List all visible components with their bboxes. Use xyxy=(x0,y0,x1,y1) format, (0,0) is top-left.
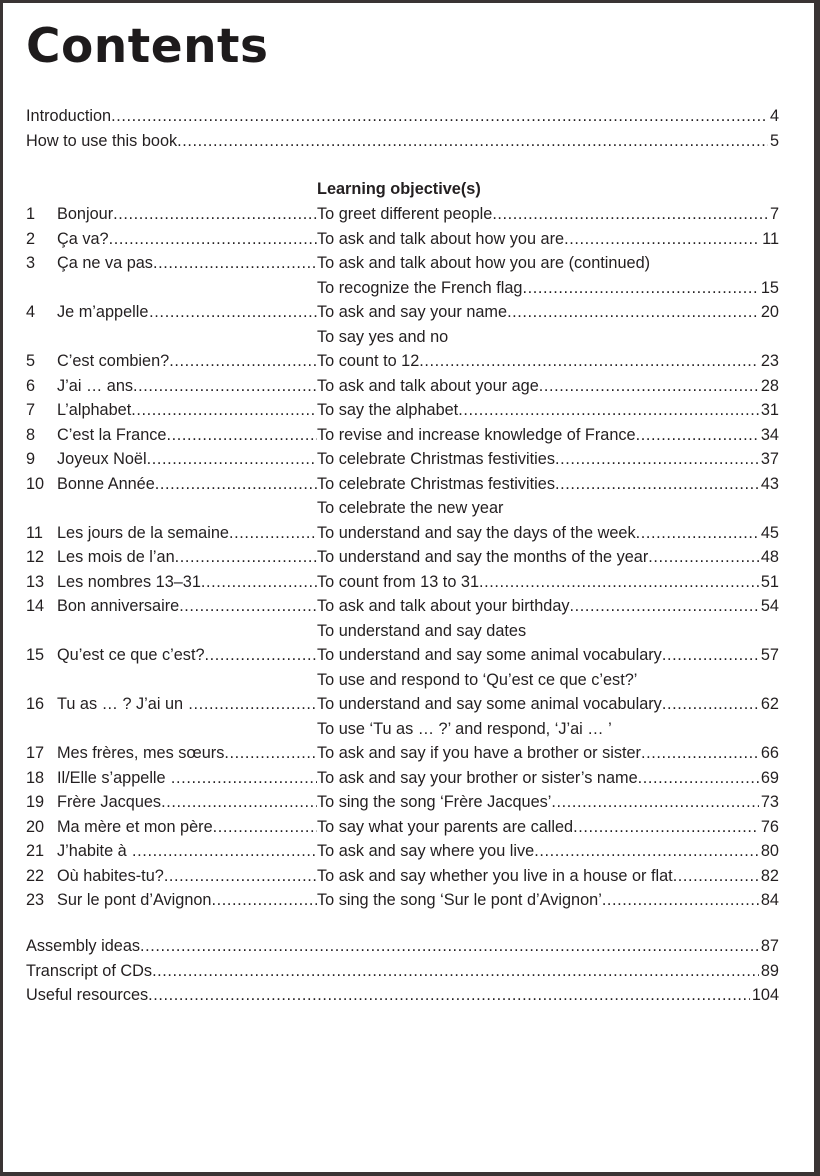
learning-objectives-heading: Learning objective(s) xyxy=(317,180,481,198)
lesson-number: 12 xyxy=(26,548,45,566)
objective-link[interactable] xyxy=(317,643,779,668)
front-matter-link[interactable] xyxy=(26,104,779,129)
page-number: 54 xyxy=(760,597,779,615)
lesson-entry xyxy=(3,888,814,913)
lesson-title: Il/Elle s’appelle … xyxy=(57,766,186,791)
objective-link-text: To ask and say if you have a brother or sister xyxy=(317,741,641,766)
objective-link-text: To understand and say the months of the year xyxy=(317,545,648,570)
dot-leader xyxy=(140,934,759,959)
objective-link[interactable] xyxy=(317,815,779,840)
dot-leader xyxy=(602,888,759,913)
lesson-title-link[interactable] xyxy=(57,888,317,913)
dot-leader xyxy=(573,815,759,840)
lesson-number: 23 xyxy=(26,891,45,909)
objective-link[interactable] xyxy=(317,447,779,472)
lesson-title: Les jours de la semaine xyxy=(57,521,229,546)
lesson-title: Joyeux Noël xyxy=(57,447,147,472)
objective-link-text: To ask and say where you live xyxy=(317,839,534,864)
objective-link-text: To say the alphabet xyxy=(317,398,458,423)
page-number: 23 xyxy=(760,352,779,370)
objective-column-header xyxy=(3,177,814,202)
lesson-entry xyxy=(3,545,814,570)
objective-link[interactable] xyxy=(317,202,779,227)
page-title: Contents xyxy=(26,19,269,74)
lesson-number: 6 xyxy=(26,376,36,395)
lesson-number: 11 xyxy=(26,523,43,542)
objective-link-text: To understand and say some animal vocabulary xyxy=(317,692,662,717)
dot-leader xyxy=(179,594,317,619)
page-number: 82 xyxy=(760,866,779,885)
lesson-title: Mes frères, mes sœurs xyxy=(57,741,224,766)
objective-link[interactable] xyxy=(317,472,779,497)
objective-link-text: To understand and say the days of the week xyxy=(317,521,636,546)
dot-leader xyxy=(109,227,317,252)
dot-leader xyxy=(673,864,759,889)
objective-text: To ask and talk about how you are (continued) xyxy=(317,254,651,272)
objective-link[interactable] xyxy=(317,864,779,889)
back-matter-entry xyxy=(3,934,814,959)
dot-leader xyxy=(492,202,768,227)
page-number: 20 xyxy=(760,303,779,321)
lesson-title-link[interactable] xyxy=(57,447,317,472)
lesson-title: Ça ne va pas xyxy=(57,251,153,276)
dot-leader xyxy=(186,766,317,791)
objective-link-text: To celebrate Christmas festivities xyxy=(317,472,555,497)
page-number: 80 xyxy=(760,842,779,860)
page-number: 48 xyxy=(760,548,779,566)
lesson-entry xyxy=(3,202,814,227)
lesson-title-link[interactable] xyxy=(57,864,317,889)
dot-leader xyxy=(211,888,317,913)
dot-leader xyxy=(507,300,759,325)
lesson-number: 18 xyxy=(26,768,45,787)
lesson-title: Tu as … ? J’ai un … xyxy=(57,692,204,717)
back-matter-entry xyxy=(3,983,814,1008)
lesson-entry xyxy=(3,643,814,668)
lesson-entry xyxy=(3,790,814,815)
lesson-entry xyxy=(3,668,814,693)
lesson-entry xyxy=(3,839,814,864)
dot-leader xyxy=(155,472,317,497)
objective-link[interactable] xyxy=(317,888,779,913)
objective-link[interactable] xyxy=(317,300,779,325)
dot-leader xyxy=(224,741,317,766)
dot-leader xyxy=(636,521,759,546)
lesson-title-link[interactable] xyxy=(57,349,317,374)
page-number: 37 xyxy=(760,450,779,468)
lesson-title: Les nombres 13–31 xyxy=(57,570,201,595)
page-number: 28 xyxy=(760,376,779,395)
dot-leader xyxy=(205,643,317,668)
dot-leader xyxy=(458,398,759,423)
dot-leader xyxy=(131,398,317,423)
objective-link-text: To ask and say your name xyxy=(317,300,507,325)
lesson-entry xyxy=(3,325,814,350)
lesson-number: 22 xyxy=(26,866,45,885)
lesson-entry xyxy=(3,423,814,448)
lesson-number: 5 xyxy=(26,352,36,370)
lesson-number: 9 xyxy=(26,450,36,468)
objective-link-text: To celebrate Christmas festivities xyxy=(317,447,555,472)
lesson-entry xyxy=(3,741,814,766)
objective-link[interactable] xyxy=(317,570,779,595)
page-number: 84 xyxy=(760,891,779,909)
dot-leader xyxy=(555,472,759,497)
lesson-title: C’est combien? xyxy=(57,349,169,374)
objective-text: To use and respond to ‘Qu’est ce que c’est?’ xyxy=(317,670,638,689)
lesson-title-link[interactable] xyxy=(57,643,317,668)
page-number: 5 xyxy=(769,131,779,150)
lesson-title-link[interactable] xyxy=(57,570,317,595)
lesson-title: L’alphabet xyxy=(57,398,131,423)
contents-page xyxy=(3,3,814,1172)
back-matter-link[interactable] xyxy=(26,983,779,1008)
page-number: 87 xyxy=(760,937,779,955)
lesson-title: Qu’est ce que c’est? xyxy=(57,643,205,668)
objective-link[interactable] xyxy=(317,398,779,423)
page-number: 57 xyxy=(760,646,779,664)
lesson-number: 19 xyxy=(26,793,45,811)
dot-leader xyxy=(167,423,318,448)
dot-leader xyxy=(204,692,317,717)
lesson-entry xyxy=(3,276,814,301)
lesson-entry xyxy=(3,447,814,472)
front-matter-link-text: How to use this book xyxy=(26,129,177,154)
lesson-title-link[interactable] xyxy=(57,594,317,619)
lesson-entry xyxy=(3,521,814,546)
page-number: 45 xyxy=(760,523,779,542)
objective-link[interactable] xyxy=(317,423,779,448)
dot-leader xyxy=(153,251,317,276)
dot-leader xyxy=(555,447,759,472)
objective-link-text: To say what your parents are called xyxy=(317,815,573,840)
objective-link-text: To count from 13 to 31 xyxy=(317,570,479,595)
lesson-title-link[interactable] xyxy=(57,423,317,448)
dot-leader xyxy=(564,227,760,252)
lesson-number: 13 xyxy=(26,572,45,591)
dot-leader xyxy=(570,594,759,619)
objective-link-text: To ask and talk about your age xyxy=(317,374,539,399)
lesson-title: Bonjour xyxy=(57,202,113,227)
lesson-title-link[interactable] xyxy=(57,766,317,791)
dot-leader xyxy=(662,643,759,668)
dot-leader xyxy=(165,300,317,325)
back-matter-link[interactable] xyxy=(26,934,779,959)
dot-leader xyxy=(534,839,759,864)
lesson-number: 17 xyxy=(26,744,45,762)
dot-leader xyxy=(648,545,759,570)
objective-link-text: To recognize the French flag xyxy=(317,276,522,301)
page-number: 7 xyxy=(769,205,779,223)
lesson-number: 16 xyxy=(26,695,45,713)
lesson-title-link[interactable] xyxy=(57,815,317,840)
dot-leader xyxy=(551,790,758,815)
lesson-title: Frère Jacques xyxy=(57,790,161,815)
objective-link[interactable] xyxy=(317,374,779,399)
objective-text: To understand and say dates xyxy=(317,621,527,640)
page-number: 11 xyxy=(762,229,779,248)
objective-link-text: To greet different people xyxy=(317,202,492,227)
lesson-title: Bon anniversaire xyxy=(57,594,179,619)
lesson-title: J’habite à … xyxy=(57,839,148,864)
objective-link-text: To ask and say whether you live in a house or flat xyxy=(317,864,673,889)
lesson-title: Sur le pont d’Avignon xyxy=(57,888,211,913)
objective-link[interactable] xyxy=(317,521,779,546)
dot-leader xyxy=(229,521,317,546)
page-number: 51 xyxy=(760,572,779,591)
page-number: 73 xyxy=(760,793,779,811)
lesson-title-link[interactable] xyxy=(57,521,317,546)
lesson-title: J’ai … ans xyxy=(57,374,133,399)
dot-leader xyxy=(113,202,317,227)
lesson-title-link[interactable] xyxy=(57,227,317,252)
lesson-title-link[interactable] xyxy=(57,692,317,717)
lesson-entry xyxy=(3,472,814,497)
lesson-entry xyxy=(3,570,814,595)
lesson-number: 20 xyxy=(26,817,45,836)
page-number: 34 xyxy=(760,425,779,444)
lesson-number: 4 xyxy=(26,303,36,321)
dot-leader xyxy=(539,374,759,399)
dot-leader xyxy=(479,570,759,595)
objective-link[interactable] xyxy=(317,349,779,374)
back-matter-entry xyxy=(3,959,814,984)
page-number: 69 xyxy=(760,768,779,787)
dot-leader xyxy=(641,741,759,766)
back-matter-link-text: Transcript of CDs xyxy=(26,959,152,984)
objective-link[interactable] xyxy=(317,545,779,570)
dot-leader xyxy=(161,790,317,815)
lesson-title: Où habites-tu? xyxy=(57,864,164,889)
dot-leader xyxy=(419,349,759,374)
lesson-entry xyxy=(3,227,814,252)
lesson-title: Bonne Année xyxy=(57,472,155,497)
lesson-title-link[interactable] xyxy=(57,839,317,864)
dot-leader xyxy=(201,570,317,595)
objective-link-text: To revise and increase knowledge of France xyxy=(317,423,636,448)
lesson-entry xyxy=(3,717,814,742)
page-number: 89 xyxy=(760,961,779,980)
dot-leader xyxy=(148,839,317,864)
lesson-entry xyxy=(3,594,814,619)
objective-link[interactable] xyxy=(317,741,779,766)
objective-link-text: To ask and say your brother or sister’s name xyxy=(317,766,638,791)
objective-link[interactable] xyxy=(317,227,779,252)
objective-link[interactable] xyxy=(317,594,779,619)
lesson-title: Les mois de l’an xyxy=(57,545,175,570)
lesson-title-link[interactable] xyxy=(57,374,317,399)
objective-link[interactable] xyxy=(317,276,779,301)
objective-link-text: To sing the song ‘Frère Jacques’ xyxy=(317,790,551,815)
lesson-entry xyxy=(3,496,814,521)
lesson-title: Ça va? xyxy=(57,227,109,252)
lesson-title: Je m’appelle… xyxy=(57,300,165,325)
back-matter-link-text: Useful resources xyxy=(26,983,148,1008)
dot-leader xyxy=(111,104,768,129)
lesson-entry xyxy=(3,398,814,423)
lesson-number: 2 xyxy=(26,229,36,248)
lesson-title-link[interactable] xyxy=(57,790,317,815)
lesson-number: 8 xyxy=(26,425,36,444)
lesson-entry xyxy=(3,349,814,374)
dot-leader xyxy=(147,447,317,472)
dot-leader xyxy=(152,959,759,984)
lesson-title-link[interactable] xyxy=(57,398,317,423)
front-matter-entry xyxy=(3,104,814,129)
lesson-entry xyxy=(3,692,814,717)
lesson-entry xyxy=(3,815,814,840)
objective-link-text: To ask and talk about how you are xyxy=(317,227,564,252)
back-matter-link-text: Assembly ideas xyxy=(26,934,140,959)
dot-leader xyxy=(522,276,758,301)
lesson-title-link[interactable] xyxy=(57,300,317,325)
dot-leader xyxy=(636,423,759,448)
lesson-number: 3 xyxy=(26,254,36,272)
objective-link[interactable] xyxy=(317,790,779,815)
objective-link-text: To ask and talk about your birthday xyxy=(317,594,570,619)
dot-leader xyxy=(638,766,759,791)
page-number: 31 xyxy=(760,401,779,419)
page-number: 76 xyxy=(760,817,779,836)
lesson-entry xyxy=(3,374,814,399)
lesson-entry xyxy=(3,300,814,325)
lesson-title-link[interactable] xyxy=(57,202,317,227)
lesson-title-link[interactable] xyxy=(57,545,317,570)
lesson-title: Ma mère et mon père xyxy=(57,815,213,840)
lesson-entry xyxy=(3,619,814,644)
objective-link-text: To count to 12 xyxy=(317,349,419,374)
dot-leader xyxy=(177,129,768,154)
front-matter-entry xyxy=(3,129,814,154)
page-number: 4 xyxy=(769,107,779,125)
lesson-entry xyxy=(3,864,814,889)
dot-leader xyxy=(169,349,317,374)
lesson-title-link[interactable] xyxy=(57,251,317,276)
lesson-number: 15 xyxy=(26,646,45,664)
front-matter-link[interactable] xyxy=(26,129,779,154)
page-number: 62 xyxy=(760,695,779,713)
dot-leader xyxy=(662,692,759,717)
lesson-number: 21 xyxy=(26,842,45,860)
lesson-number: 10 xyxy=(26,474,45,493)
lesson-title-link[interactable] xyxy=(57,472,317,497)
lesson-entry xyxy=(3,251,814,276)
objective-link-text: To sing the song ‘Sur le pont d’Avignon’ xyxy=(317,888,602,913)
objective-link[interactable] xyxy=(317,839,779,864)
dot-leader xyxy=(133,374,317,399)
objective-text: To celebrate the new year xyxy=(317,499,504,517)
page-number: 43 xyxy=(760,474,779,493)
objective-link-text: To understand and say some animal vocabulary xyxy=(317,643,662,668)
page-number: 66 xyxy=(760,744,779,762)
objective-text: To use ‘Tu as … ?’ and respond, ‘J’ai … ’ xyxy=(317,719,612,738)
front-matter-link-text: Introduction xyxy=(26,104,111,129)
objective-link[interactable] xyxy=(317,692,779,717)
lesson-number: 14 xyxy=(26,597,45,615)
dot-leader xyxy=(164,864,317,889)
lesson-title-link[interactable] xyxy=(57,741,317,766)
dot-leader xyxy=(148,983,750,1008)
lesson-entry xyxy=(3,766,814,791)
lesson-title: C’est la France xyxy=(57,423,167,448)
page-number: 104 xyxy=(751,986,779,1004)
dot-leader xyxy=(175,545,317,570)
back-matter-link[interactable] xyxy=(26,959,779,984)
objective-text: To say yes and no xyxy=(317,327,449,346)
page-number: 15 xyxy=(760,278,779,297)
lesson-number: 1 xyxy=(26,205,36,223)
lesson-number: 7 xyxy=(26,401,36,419)
dot-leader xyxy=(213,815,317,840)
objective-link[interactable] xyxy=(317,766,779,791)
